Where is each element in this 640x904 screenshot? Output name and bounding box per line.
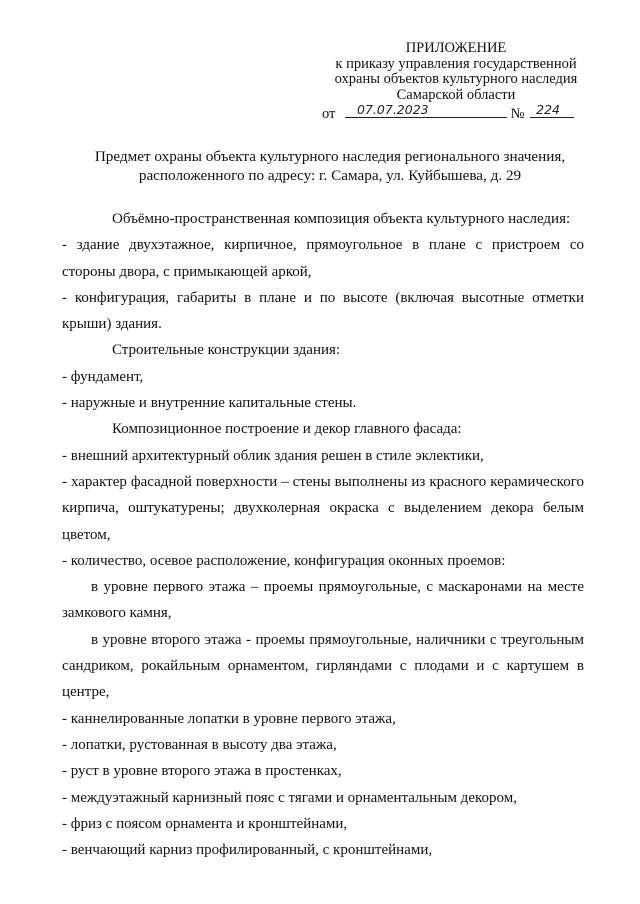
appendix-title: ПРИЛОЖЕНИЕ xyxy=(405,40,507,56)
document-heading xyxy=(60,147,600,185)
paragraph: Композиционное построение и декор главного фасада: xyxy=(112,421,462,438)
paragraph: - внешний архитектурный облик здания решен в стиле эклектики, xyxy=(62,447,484,464)
date-prefix: от xyxy=(322,106,336,123)
paragraph: - руст в уровне второго этажа в простенках, xyxy=(62,763,342,780)
paragraph: - количество, осевое расположение, конфигурация оконных проемов: xyxy=(62,552,506,569)
appendix-line-1: к приказу управления государственной xyxy=(335,55,577,72)
number-value: 224 xyxy=(536,101,560,117)
paragraph: - венчающий карниз профилированный, с кронштейнами, xyxy=(62,842,433,859)
paragraph: - наружные и внутренние капитальные стены. xyxy=(62,395,357,412)
date-value: 07.07.2023 xyxy=(357,101,429,117)
paragraph: Объёмно-пространственная композиция объекта культурного наследия: xyxy=(112,211,571,227)
paragraph: - каннелированные лопатки в уровне первого этажа, xyxy=(62,710,396,727)
appendix-header xyxy=(322,41,582,123)
paragraph: - фриз с поясом орнамента и кронштейнами, xyxy=(62,815,348,832)
document-body xyxy=(62,206,584,863)
paragraph: - фундамент, xyxy=(62,368,144,385)
paragraph: Строительные конструкции здания: xyxy=(112,342,341,359)
paragraph: в уровне второго этажа - проемы прямоугольные, наличники с треугольным сандриком, рокайльным орнаментом, гирляндами с плодами и с картушем в центре, xyxy=(62,631,584,701)
paragraph: - междуэтажный карнизный пояс с тягами и орнаментальным декором, xyxy=(62,789,517,806)
paragraph: - лопатки, рустованная в высоту два этажа, xyxy=(62,736,337,753)
date-number-row xyxy=(322,103,582,123)
date-line xyxy=(345,103,507,118)
appendix-line-2: охраны объектов культурного наследия xyxy=(334,71,578,88)
paragraph: - характер фасадной поверхности – стены выполнены из красного керамического кирпича, оштукатурены; двухколерная окраска с выделением декора белым цветом, xyxy=(62,473,584,543)
paragraph: в уровне первого этажа – проемы прямоугольные, с маскаронами на месте замкового камня, xyxy=(62,579,584,622)
appendix-line-3: Самарской области xyxy=(396,86,516,103)
paragraph: - здание двухэтажное, кирпичное, прямоугольное в плане с пристроем со стороны двора, с примыкающей аркой, xyxy=(62,237,584,280)
paragraph: - конфигурация, габариты в плане и по высоте (включая высотные отметки крыши) здания. xyxy=(62,289,584,333)
number-line xyxy=(530,103,574,118)
heading-line-2: расположенного по адресу: г. Самара, ул. Куйбышева, д. 29 xyxy=(138,167,522,184)
heading-line-1: Предмет охраны объекта культурного наследия регионального значения, xyxy=(94,148,566,165)
number-prefix: № xyxy=(510,106,525,123)
